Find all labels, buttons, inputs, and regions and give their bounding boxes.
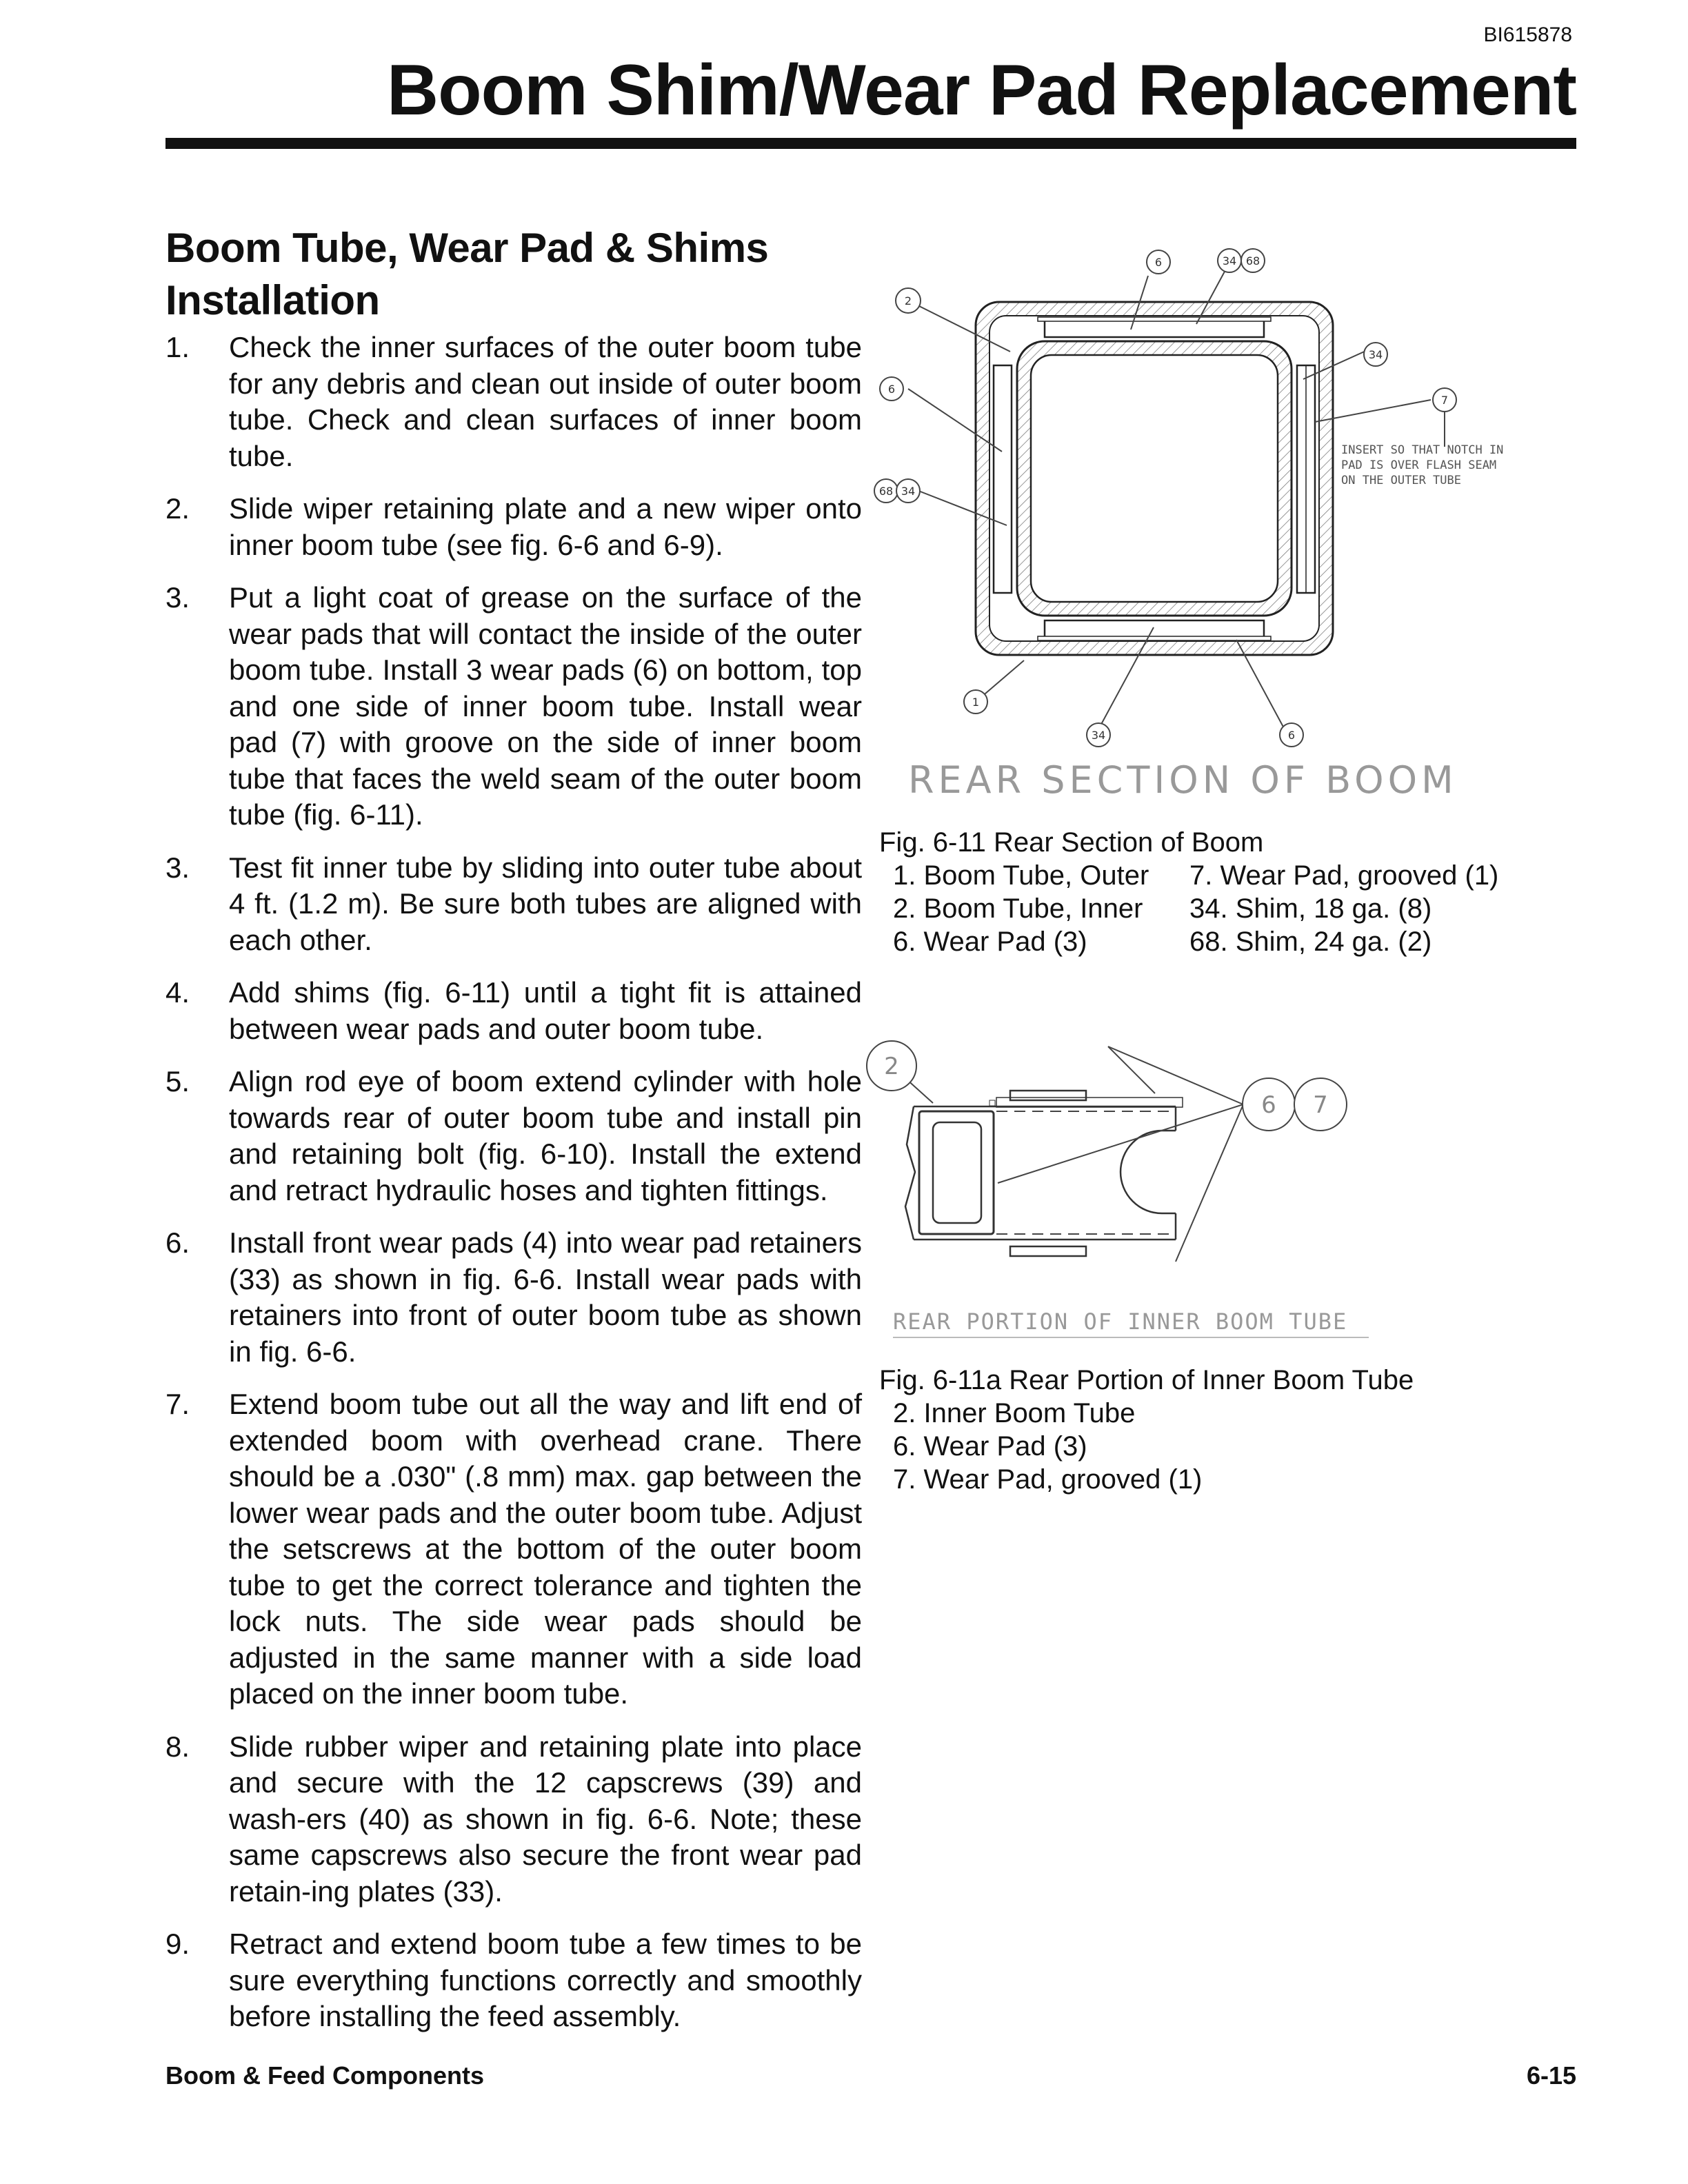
instruction-steps [165,330,862,2052]
callout-label: 6 [1261,1091,1276,1119]
step-item [165,1926,862,2035]
legend-item: 68. Shim, 24 ga. (2) [1189,927,1432,957]
step-text: Align rod eye of boom extend cylinder with hole towards rear of outer boom tube and install pin and retaining bolt (fig. 6-10). Install the extend and retract hydraulic hoses and tighten fittings. [229,1065,862,1206]
callout-label: 34 [1368,348,1383,361]
callout-label: 34 [1091,729,1106,742]
callout-label: 6 [887,383,896,396]
step-number: 3. [165,851,190,884]
callout-label: 2 [904,294,912,307]
document-id: BI615878 [1483,23,1572,46]
legend-item: 2. Boom Tube, Inner [893,893,1143,924]
step-text: Test fit inner tube by sliding into outer tube about 4 ft. (1.2 m). Be sure both tubes are aligned with each other. [229,851,862,956]
step-text: Add shims (fig. 6-11) until a tight fit is attained between wear pads and outer boom tube. [229,976,862,1045]
step-text: Slide wiper retaining plate and a new wiper onto inner boom tube (see fig. 6-6 and 6-9). [229,492,862,561]
footer-page-number: 6-15 [1526,2061,1576,2090]
page-title: Boom Shim/Wear Pad Replacement [387,50,1576,130]
step-item [165,975,862,1047]
legend-item: 2. Inner Boom Tube [893,1398,1136,1428]
step-item [165,330,862,474]
rear-section-of-boom-drawing [865,241,1562,827]
step-number: 9. [165,1928,190,1960]
step-text: Check the inner surfaces of the outer boom tube for any debris and clean out inside of outer boom tube. Check and clean surfaces of inner boom tube. [229,331,862,472]
legend-item: 7. Wear Pad, grooved (1) [893,1464,1203,1495]
step-item [165,850,862,959]
callout-label: 7 [1440,394,1449,407]
legend-item: 7. Wear Pad, grooved (1) [1189,860,1499,891]
drawing-title: REAR SECTION OF BOOM [908,758,1458,802]
wear-pad-top [1045,321,1264,337]
step-text: Put a light coat of grease on the surface of the wear pads that will contact the inside of the outer boom tube. Install 3 wear pads (6) on bottom, top and one side of inner boom tube. Install wear pad (7) with groove on the side of inner boom tube that faces the weld seam of the outer boom tube (fig. 6-11). [229,581,862,831]
installation-note-line: INSERT SO THAT NOTCH IN [1341,443,1504,457]
step-item [165,1064,862,1209]
callout-label: 2 [884,1053,899,1080]
section-heading: Boom Tube, Wear Pad & Shims Installation [165,225,769,323]
step-item [165,580,862,833]
callout-label: 6 [1154,256,1163,269]
wear-pad-side [994,365,1012,593]
step-item [165,1225,862,1370]
legend-item: 6. Wear Pad (3) [893,927,1087,957]
step-number: 7. [165,1388,190,1420]
step-item [165,491,862,563]
step-text: Extend boom tube out all the way and lift end of extended boom with overhead crane. There should be a .030" (.8 mm) max. gap between the lower wear pads and the outer boom tube. Adjust the setscrews at the bottom of the outer boom tube to get the correct tolerance and tighten the lock nuts. The side wear pads should be adjusted in the same manner with a side load placed on the inner boom tube. [229,1388,862,1710]
step-number: 8. [165,1730,190,1763]
rear-portion-inner-boom-tube-drawing [865,1027,1417,1351]
callout-label: 34 [901,485,916,498]
figure-legend [893,1397,1376,1496]
step-number: 5. [165,1065,190,1098]
step-item [165,1386,862,1712]
step-number: 3. [165,581,190,614]
callout-label: 7 [1313,1091,1328,1119]
footer-section-name: Boom & Feed Components [165,2061,485,2090]
callout-label: 1 [972,696,980,709]
wear-pad-bottom [1045,620,1264,637]
installation-note-line: PAD IS OVER FLASH SEAM [1341,458,1497,472]
callout-label: 6 [1287,729,1296,742]
figure-caption: Fig. 6-11 Rear Section of Boom [879,827,1264,858]
legend-item: 34. Shim, 18 ga. (8) [1189,893,1432,924]
callout-label: 34 [1222,254,1237,267]
step-number: 6. [165,1226,190,1259]
step-text: Slide rubber wiper and retaining plate into place and secure with the 12 capscrews (39) and wash-ers (40) as shown in fig. 6-6. Note; these same capscrews also secure the front wear pad retain-ing plates (33). [229,1730,862,1908]
drawing-title: REAR PORTION OF INNER BOOM TUBE [893,1308,1348,1335]
title-rule [165,138,1576,149]
step-number: 1. [165,331,190,363]
figure-caption: Fig. 6-11a Rear Portion of Inner Boom Tube [879,1365,1414,1395]
callout-label: 68 [878,485,894,498]
step-number: 4. [165,976,190,1009]
legend-item: 6. Wear Pad (3) [893,1431,1087,1462]
step-item [165,1729,862,1910]
installation-note-line: ON THE OUTER TUBE [1341,474,1461,487]
callout-label: 68 [1245,254,1260,267]
legend-item: 1. Boom Tube, Outer [893,860,1149,891]
step-text: Install front wear pads (4) into wear pad retainers (33) as shown in fig. 6-6. Install wear pads with retainers into front of outer boom tube as shown in fig. 6-6. [229,1226,862,1368]
figure-legend [893,859,1514,958]
step-number: 2. [165,492,190,525]
step-text: Retract and extend boom tube a few times to be sure everything functions correctly and smoothly before installing the feed assembly. [229,1928,862,2032]
